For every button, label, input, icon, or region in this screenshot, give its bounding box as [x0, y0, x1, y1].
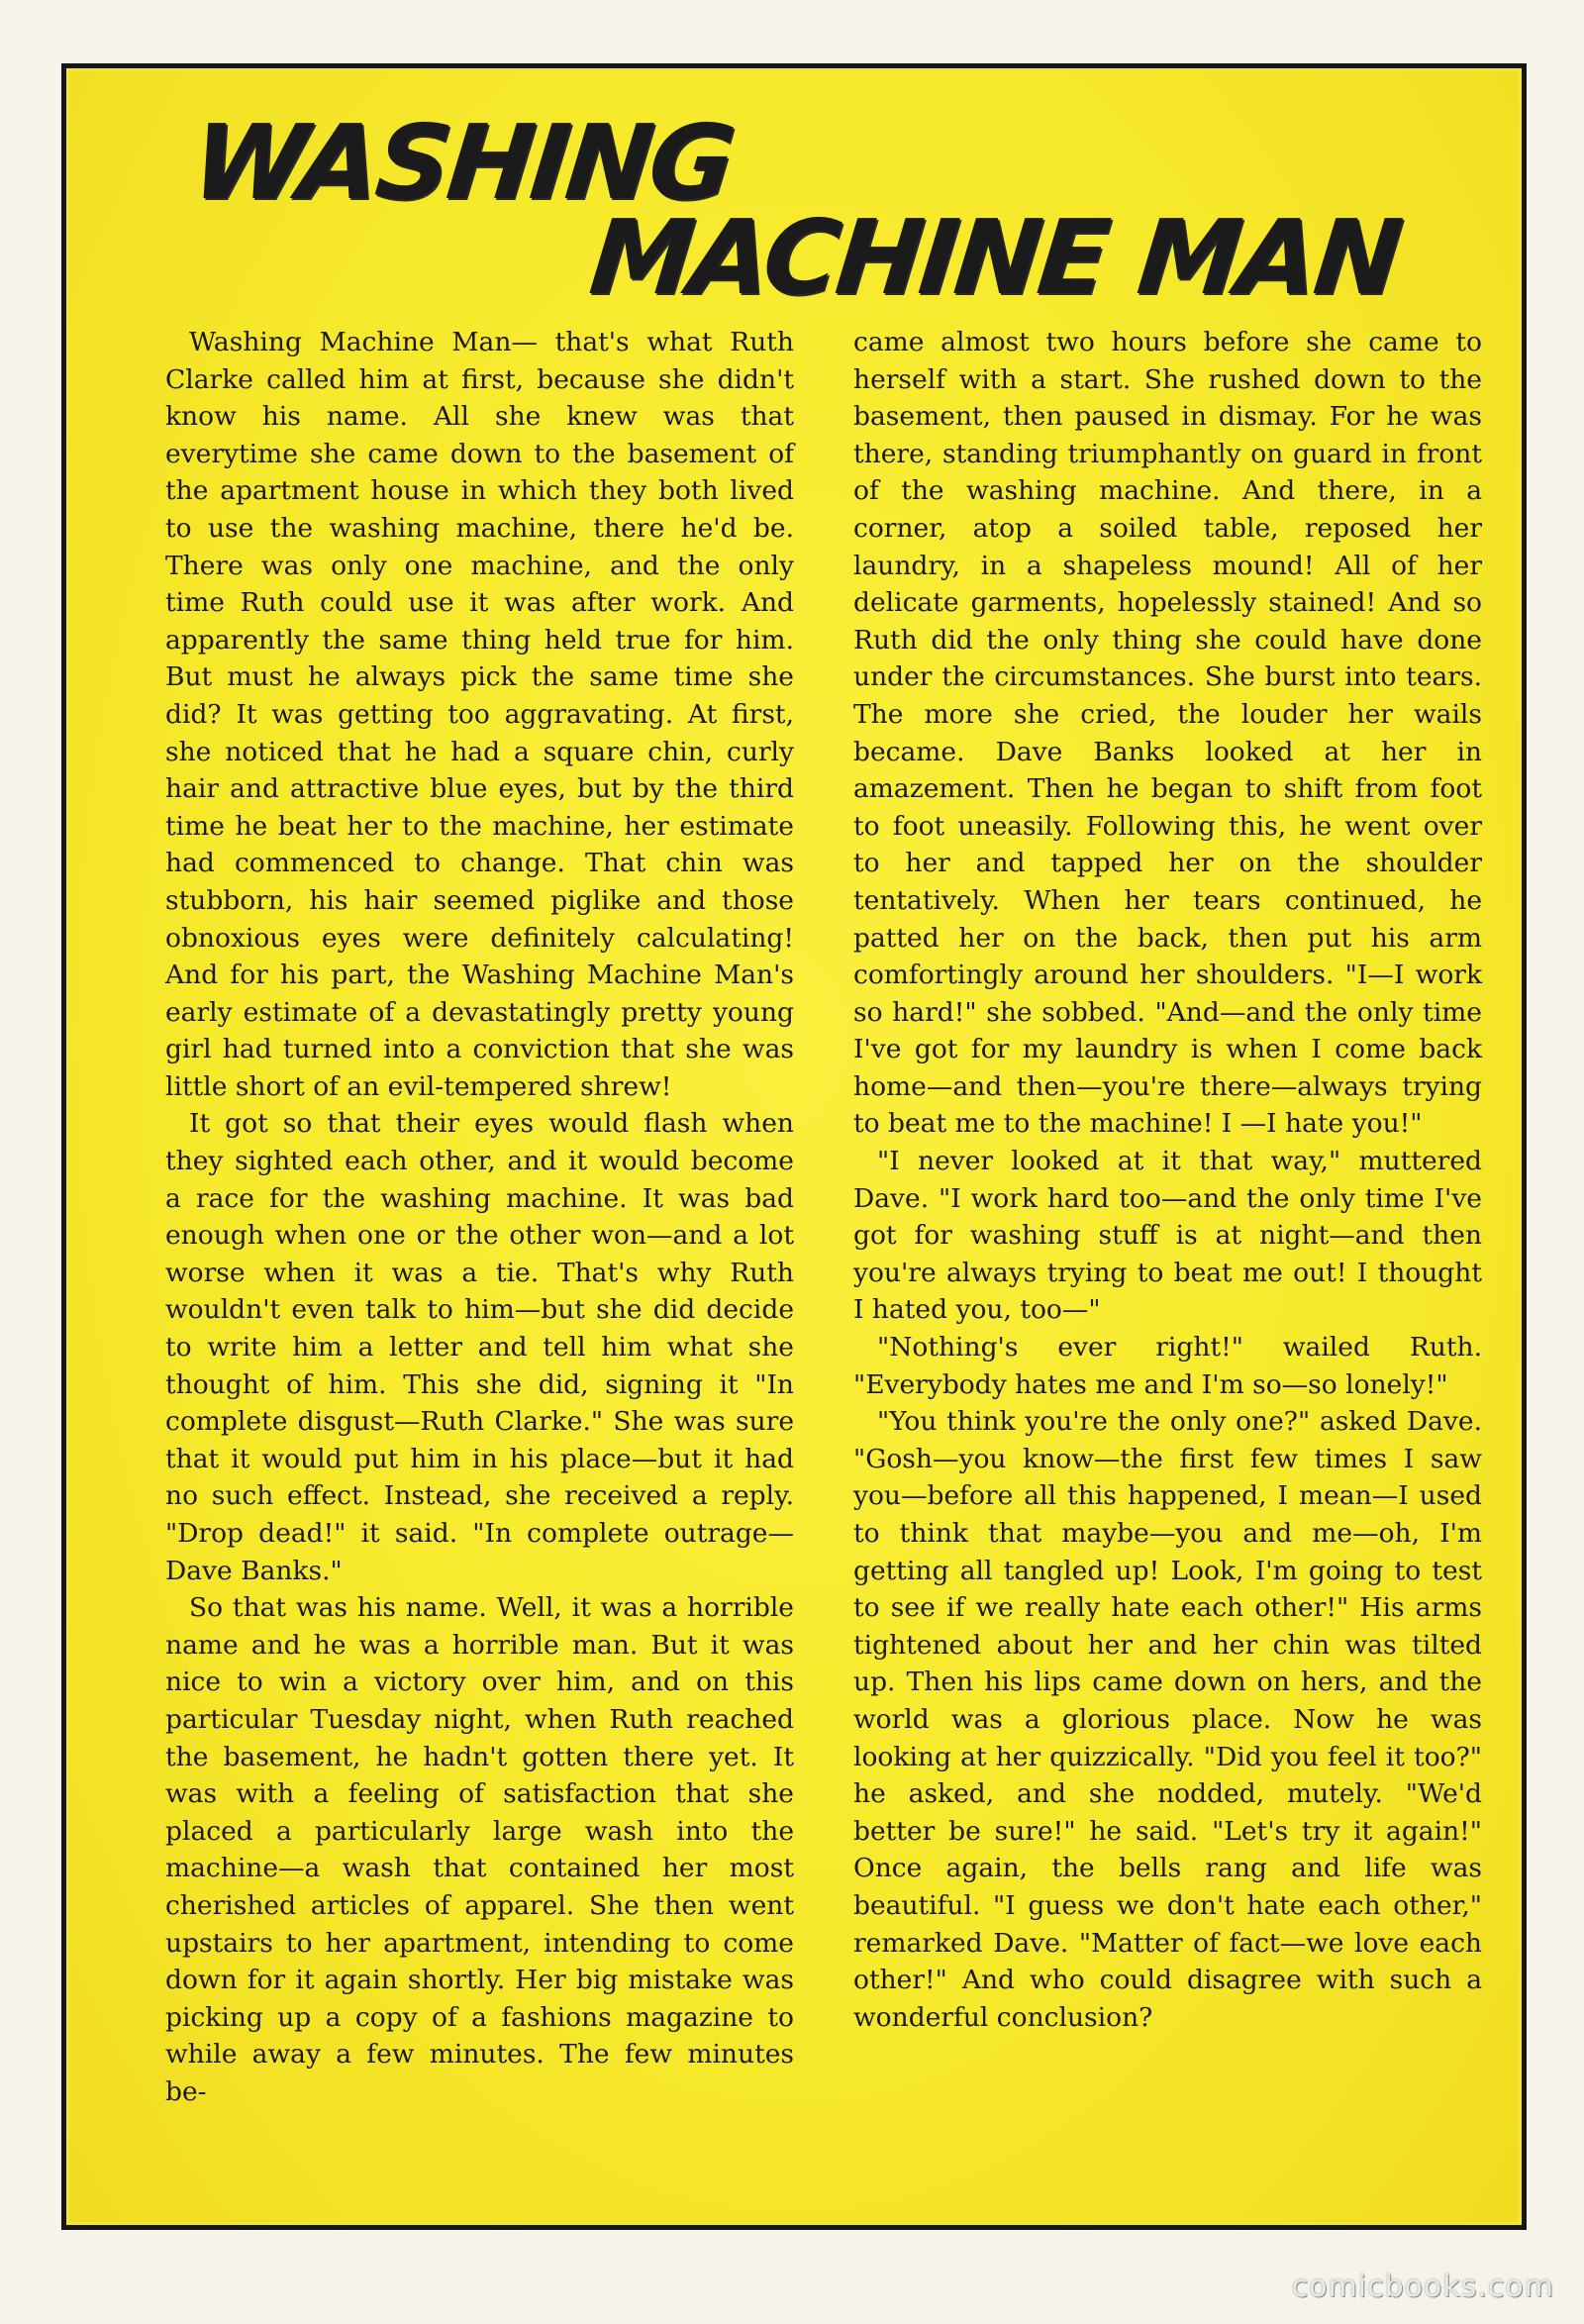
text-column-right	[853, 324, 1482, 2111]
paragraph: "You think you're the only one?" asked Dave. "Gosh—you know—the first few times I saw you—before all this happened, I mean—I used to think that maybe—you and me—oh, I'm getting all tangled up! Look, I'm going to test to see if we really hate each other!" His arms tightened about her and her chin was tilted up. Then his lips came down on hers, and the world was a glorious place. Now he was looking at her quizzically. "Did you feel it too?" he asked, and she nodded, mutely. "We'd better be sure!" he said. "Let's try it again!" Once again, the bells rang and life was beautiful. "I guess we don't hate each other," remarked Dave. "Matter of fact—we love each other!" And who could disagree with such a wonderful conclusion?	[853, 1406, 1482, 2033]
paragraph: So that was his name. Well, it was a horrible name and he was a horrible man. But it was nice to win a victory over him, and on this particular Tuesday night, when Ruth reached the basement, he hadn't gotten there yet. It was with a feeling of satisfaction that she placed a particularly large wash into the machine—a wash that contained her most cherished articles of apparel. She then went upstairs to her apartment, intending to come down for it again shortly. Her big mistake was picking up a copy of a fashions magazine to while away a few minutes. The few minutes be-	[165, 1592, 794, 2107]
site-watermark: comicbooks.com	[1291, 2270, 1554, 2304]
story-body	[165, 324, 1482, 2111]
text-story-panel	[61, 63, 1527, 2230]
title-line-washing: WASHING	[186, 102, 738, 223]
paragraph: came almost two hours before she came to herself with a start. She rushed down to the basement, then paused in dismay. For he was there, standing triumphantly on guard in front of the washing machine. And there, in a corner, atop a soiled table, reposed her laundry, in a shapeless mound! All of her delicate garments, hopelessly stained! And so Ruth did the only thing she could have done under the circumstances. She burst into tears. The more she cried, the louder her wails became. Dave Banks looked at her in amazement. Then he began to shift from foot to foot uneasily. Following this, he went over to her and tapped her on the shoulder tentatively. When her tears continued, he patted her on the back, then put his arm comfortingly around her shoulders. "I—I work so hard!" she sobbed. "And—and the only time I've got for my laundry is when I come back home—and then—you're there—always trying to beat me to the machine! I —I hate you!"	[853, 327, 1482, 1140]
title-line-machine-man: MACHINE MAN	[584, 197, 1405, 318]
paragraph: Washing Machine Man— that's what Ruth Clarke called him at first, because she didn't know his name. All she knew was that everytime she came down to the basement of the apartment house in which they both lived to use the washing machine, there he'd be. There was only one machine, and the only time Ruth could use it was after work. And apparently the same thing held true for him. But must he always pick the same time she did? It was getting too aggravating. At first, she noticed that he had a square chin, curly hair and attractive blue eyes, but by the third time he beat her to the machine, her estimate had commenced to change. That chin was stubborn, his hair seemed piglike and those obnoxious eyes were definitely calculating! And for his part, the Washing Machine Man's early estimate of a devastatingly pretty young girl had turned into a conviction that she was little short of an evil-tempered shrew!	[165, 327, 794, 1102]
paragraph: "I never looked at it that way," muttered Dave. "I work hard too—and the only time I've got for washing stuff is at night—and then you're always trying to beat me out! I thought I hated you, too—"	[853, 1146, 1482, 1326]
paragraph: It got so that their eyes would flash when they sighted each other, and it would become a race for the washing machine. It was bad enough when one or the other won—and a lot worse when it was a tie. That's why Ruth wouldn't even talk to him—but she did decide to write him a letter and tell him what she thought of him. This she did, signing it "In complete disgust—Ruth Clarke." She was sure that it would put him in his place—but it had no such effect. Instead, she received a reply. "Drop dead!" it said. "In complete outrage—Dave Banks."	[165, 1108, 794, 1586]
text-column-left	[165, 324, 794, 2111]
story-title	[66, 68, 1522, 316]
paragraph: "Nothing's ever right!" wailed Ruth. "Everybody hates me and I'm so—so lonely!"	[853, 1332, 1482, 1400]
